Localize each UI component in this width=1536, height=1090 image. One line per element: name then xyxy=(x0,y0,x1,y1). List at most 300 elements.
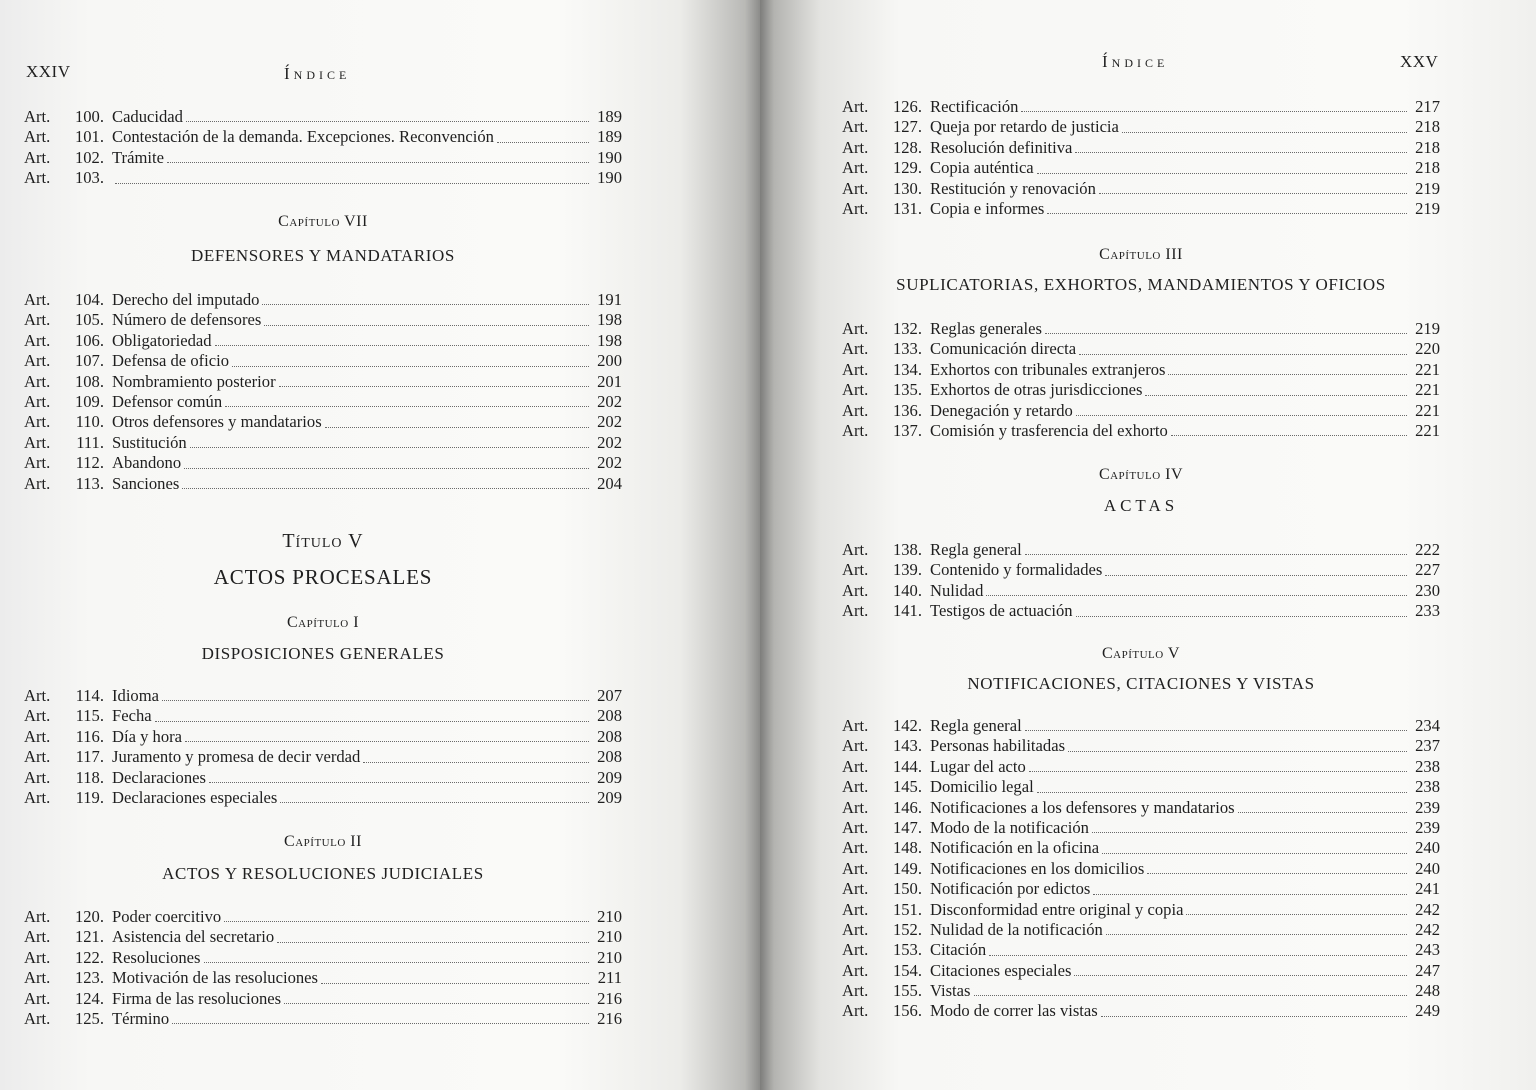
page-number: 209 xyxy=(597,767,622,787)
dot-leader xyxy=(162,700,589,701)
toc-entry xyxy=(24,968,622,988)
chapter-label: Capítulo II xyxy=(284,833,362,850)
chapter-label: Capítulo V xyxy=(1102,645,1180,662)
article-number: 151. xyxy=(892,899,922,919)
article-abbrev: Art. xyxy=(24,351,51,371)
article-abbrev: Art. xyxy=(24,412,51,432)
article-abbrev: Art. xyxy=(842,736,869,756)
page-number: 237 xyxy=(1415,736,1440,756)
article-abbrev: Art. xyxy=(24,1008,51,1028)
page-number: 217 xyxy=(1415,96,1440,116)
article-number: 153. xyxy=(892,940,922,960)
page-number: 239 xyxy=(1415,797,1440,817)
chapter-title: NOTIFICACIONES, CITACIONES Y VISTAS xyxy=(967,674,1315,693)
article-number: 141. xyxy=(892,601,922,621)
toc-entry xyxy=(842,339,1440,359)
dot-leader xyxy=(115,183,589,184)
article-abbrev: Art. xyxy=(842,777,869,797)
left-running-title: Índice xyxy=(284,64,351,83)
page-number: 241 xyxy=(1415,879,1440,899)
article-number: 134. xyxy=(892,359,922,379)
dot-leader xyxy=(1171,435,1407,436)
dot-leader xyxy=(190,447,589,448)
article-number: 126. xyxy=(892,96,922,116)
article-abbrev: Art. xyxy=(24,310,51,330)
article-title: Exhortos con tribunales extranjeros xyxy=(930,359,1166,379)
article-title: Modo de correr las vistas xyxy=(930,1001,1098,1021)
article-title: Idioma xyxy=(112,685,160,705)
article-title: Regla general xyxy=(930,715,1022,735)
dot-leader xyxy=(172,1023,589,1024)
article-title: Comisión y trasferencia del exhorto xyxy=(930,420,1168,440)
toc-entry xyxy=(842,798,1440,818)
toc-entry xyxy=(24,310,622,330)
article-number: 152. xyxy=(892,919,922,939)
dot-leader xyxy=(1105,575,1407,576)
toc-entry xyxy=(24,1009,622,1029)
article-number: 142. xyxy=(892,715,922,735)
article-number: 127. xyxy=(892,117,922,137)
toc-entry xyxy=(24,706,622,726)
dot-leader xyxy=(232,366,589,367)
toc-entry xyxy=(842,158,1440,178)
article-title: Derecho del imputado xyxy=(112,289,260,309)
page-number: 208 xyxy=(597,726,622,746)
toc-entry xyxy=(842,199,1440,219)
article-title: Testigos de actuación xyxy=(930,601,1073,621)
article-abbrev: Art. xyxy=(842,858,869,878)
toc-entry xyxy=(842,920,1440,940)
page-number: 239 xyxy=(1415,817,1440,837)
toc-entry xyxy=(24,727,622,747)
article-abbrev: Art. xyxy=(24,685,51,705)
page-number: 218 xyxy=(1415,158,1440,178)
toc-entry xyxy=(842,179,1440,199)
article-abbrev: Art. xyxy=(24,289,51,309)
article-title: Vistas xyxy=(930,981,971,1001)
page-number: 240 xyxy=(1415,838,1440,858)
page-number: 190 xyxy=(597,168,622,188)
dot-leader xyxy=(1093,894,1407,895)
article-title: Sanciones xyxy=(112,473,180,493)
toc-entry xyxy=(842,421,1440,441)
toc-entry xyxy=(842,560,1440,580)
dot-leader xyxy=(1068,751,1407,752)
article-title: Trámite xyxy=(112,147,164,167)
page-number: 243 xyxy=(1415,940,1440,960)
article-number: 139. xyxy=(892,560,922,580)
page-number: 221 xyxy=(1415,359,1440,379)
dot-leader xyxy=(1045,333,1407,334)
dot-leader xyxy=(321,983,589,984)
article-abbrev: Art. xyxy=(842,137,869,157)
page-number: 238 xyxy=(1415,756,1440,776)
toc-entry xyxy=(24,168,622,188)
toc-entry xyxy=(842,1001,1440,1021)
article-abbrev: Art. xyxy=(842,560,869,580)
dot-leader xyxy=(215,345,589,346)
article-title: Copia e informes xyxy=(930,198,1045,218)
chapter-title: DISPOSICIONES GENERALES xyxy=(201,644,445,663)
article-abbrev: Art. xyxy=(842,178,869,198)
dot-leader xyxy=(1076,415,1407,416)
article-title: Resoluciones xyxy=(112,947,201,967)
dot-leader xyxy=(185,741,589,742)
toc-entry xyxy=(24,107,622,127)
article-abbrev: Art. xyxy=(842,359,869,379)
article-abbrev: Art. xyxy=(842,1001,869,1021)
article-title: Regla general xyxy=(930,539,1022,559)
toc-entry xyxy=(842,961,1440,981)
dot-leader xyxy=(1074,975,1407,976)
page-number: 189 xyxy=(597,106,622,126)
article-abbrev: Art. xyxy=(24,147,51,167)
toc-entry xyxy=(24,927,622,947)
article-number: 145. xyxy=(892,777,922,797)
article-abbrev: Art. xyxy=(24,787,51,807)
dot-leader xyxy=(1186,914,1407,915)
right-page xyxy=(760,0,1536,1090)
article-number: 122. xyxy=(74,947,104,967)
dot-leader xyxy=(225,406,589,407)
article-number: 108. xyxy=(74,371,104,391)
article-title: Resolución definitiva xyxy=(930,137,1073,157)
article-abbrev: Art. xyxy=(842,797,869,817)
toc-entry xyxy=(24,907,622,927)
page-number: 219 xyxy=(1415,318,1440,338)
article-abbrev: Art. xyxy=(24,432,51,452)
page-number: 189 xyxy=(597,127,622,147)
article-title: Obligatoriedad xyxy=(112,330,212,350)
page-number: 248 xyxy=(1415,981,1440,1001)
page-number: 190 xyxy=(597,147,622,167)
article-number: 113. xyxy=(75,473,104,493)
dot-leader xyxy=(204,962,590,963)
article-title: Defensa de oficio xyxy=(112,351,230,371)
article-abbrev: Art. xyxy=(842,198,869,218)
dot-leader xyxy=(1047,213,1407,214)
toc-entry xyxy=(24,747,622,767)
article-title: Defensor común xyxy=(112,391,223,411)
page-number: 211 xyxy=(597,968,622,988)
dot-leader xyxy=(209,782,589,783)
toc-entry xyxy=(24,474,622,494)
toc-entry xyxy=(842,818,1440,838)
article-abbrev: Art. xyxy=(842,96,869,116)
toc-entry xyxy=(24,948,622,968)
article-title: Reglas generales xyxy=(930,318,1042,338)
left-page xyxy=(0,0,760,1090)
toc-entry xyxy=(24,372,622,392)
page-number: 247 xyxy=(1415,960,1440,980)
article-abbrev: Art. xyxy=(24,726,51,746)
article-number: 128. xyxy=(892,137,922,157)
dot-leader xyxy=(1092,832,1407,833)
toc-entry xyxy=(24,788,622,808)
article-abbrev: Art. xyxy=(24,747,51,767)
article-abbrev: Art. xyxy=(842,899,869,919)
toc-entry xyxy=(24,127,622,147)
article-title: Queja por retardo de justicia xyxy=(930,117,1119,137)
page-number: 210 xyxy=(597,927,622,947)
toc-entry xyxy=(24,433,622,453)
article-abbrev: Art. xyxy=(842,981,869,1001)
article-abbrev: Art. xyxy=(24,371,51,391)
page-number: 209 xyxy=(597,787,622,807)
page-number: 202 xyxy=(597,391,622,411)
article-number: 147. xyxy=(892,817,922,837)
article-number: 131. xyxy=(892,198,922,218)
page-number: 201 xyxy=(597,371,622,391)
article-abbrev: Art. xyxy=(24,947,51,967)
dot-leader xyxy=(1238,812,1407,813)
page-number: 222 xyxy=(1415,539,1440,559)
article-title: Personas habilitadas xyxy=(930,736,1066,756)
article-number: 140. xyxy=(892,580,922,600)
article-number: 146. xyxy=(892,797,922,817)
article-title: Notificaciones a los defensores y mandatarios xyxy=(930,797,1235,817)
article-title: Declaraciones especiales xyxy=(112,787,278,807)
page-number: 249 xyxy=(1415,1001,1440,1021)
dot-leader xyxy=(1075,152,1407,153)
article-number: 156. xyxy=(892,1001,922,1021)
article-abbrev: Art. xyxy=(842,339,869,359)
page-number: 218 xyxy=(1415,137,1440,157)
toc-entry xyxy=(842,716,1440,736)
dot-leader xyxy=(363,762,589,763)
article-title: Comunicación directa xyxy=(930,339,1077,359)
toc-entry xyxy=(24,768,622,788)
toc-entry xyxy=(842,940,1440,960)
left-folio: XXIV xyxy=(26,62,71,81)
dot-leader xyxy=(1102,853,1407,854)
article-number: 138. xyxy=(892,539,922,559)
right-folio: XXV xyxy=(1400,52,1439,71)
toc-entry xyxy=(24,989,622,1009)
toc-entry xyxy=(24,148,622,168)
toc-entry xyxy=(842,859,1440,879)
article-number: 102. xyxy=(74,147,104,167)
toc-group xyxy=(24,686,622,808)
article-title: Lugar del acto xyxy=(930,756,1026,776)
toc-group xyxy=(24,107,622,189)
dot-leader xyxy=(1147,873,1407,874)
toc-entry xyxy=(842,581,1440,601)
toc-entry xyxy=(24,351,622,371)
page-number: 207 xyxy=(597,685,622,705)
page-number: 221 xyxy=(1415,400,1440,420)
dot-leader xyxy=(155,721,589,722)
article-title: Denegación y retardo xyxy=(930,400,1073,420)
article-title: Domicilio legal xyxy=(930,777,1034,797)
toc-entry xyxy=(842,757,1440,777)
article-abbrev: Art. xyxy=(842,117,869,137)
page-number: 219 xyxy=(1415,178,1440,198)
toc-group xyxy=(842,540,1440,622)
article-number: 103. xyxy=(74,168,104,188)
article-number: 143. xyxy=(892,736,922,756)
article-abbrev: Art. xyxy=(842,318,869,338)
article-abbrev: Art. xyxy=(24,767,51,787)
article-abbrev: Art. xyxy=(842,817,869,837)
article-number: 109. xyxy=(74,391,104,411)
article-title: Asistencia del secretario xyxy=(112,927,275,947)
dot-leader xyxy=(1099,193,1407,194)
article-abbrev: Art. xyxy=(842,879,869,899)
article-title: Firma de las resoluciones xyxy=(112,988,282,1008)
article-number: 144. xyxy=(892,756,922,776)
page-number: 208 xyxy=(597,706,622,726)
toc-group xyxy=(842,716,1440,1022)
article-abbrev: Art. xyxy=(842,580,869,600)
page-number: 242 xyxy=(1415,899,1440,919)
toc-entry xyxy=(842,97,1440,117)
dot-leader xyxy=(1079,354,1407,355)
article-number: 111. xyxy=(76,432,104,452)
article-title: Declaraciones xyxy=(112,767,206,787)
article-title: Notificación por edictos xyxy=(930,879,1091,899)
article-number: 110. xyxy=(75,412,104,432)
toc-group xyxy=(24,290,622,494)
article-title: Día y hora xyxy=(112,726,183,746)
page-number: 233 xyxy=(1415,601,1440,621)
article-number: 115. xyxy=(75,706,104,726)
article-number: 150. xyxy=(892,879,922,899)
page-number: 191 xyxy=(597,289,622,309)
article-abbrev: Art. xyxy=(24,968,51,988)
article-title: Notificación en la oficina xyxy=(930,838,1100,858)
article-title: Exhortos de otras jurisdicciones xyxy=(930,380,1143,400)
dot-leader xyxy=(184,468,589,469)
dot-leader xyxy=(989,955,1407,956)
article-number: 105. xyxy=(74,310,104,330)
page-number: 204 xyxy=(597,473,622,493)
dot-leader xyxy=(1101,1016,1407,1017)
article-title: Citación xyxy=(930,940,987,960)
page-number: 198 xyxy=(597,330,622,350)
dot-leader xyxy=(167,162,589,163)
article-title: Abandono xyxy=(112,453,182,473)
article-number: 125. xyxy=(74,1008,104,1028)
article-number: 119. xyxy=(75,787,104,807)
article-abbrev: Art. xyxy=(842,838,869,858)
article-title: Nulidad de la notificación xyxy=(930,919,1103,939)
chapter-label: Capítulo IV xyxy=(1098,466,1184,483)
article-abbrev: Art. xyxy=(842,158,869,178)
article-abbrev: Art. xyxy=(24,988,51,1008)
article-title: Contenido y formalidades xyxy=(930,560,1103,580)
article-number: 101. xyxy=(74,127,104,147)
article-number: 100. xyxy=(74,106,104,126)
article-title: Restitución y renovación xyxy=(930,178,1096,198)
dot-leader xyxy=(279,386,589,387)
article-number: 132. xyxy=(892,318,922,338)
dot-leader xyxy=(1076,616,1407,617)
article-title: Contestación de la demanda. Excepciones. Reconvención xyxy=(112,127,494,147)
toc-group xyxy=(842,97,1440,219)
article-title: Nulidad xyxy=(930,580,984,600)
article-abbrev: Art. xyxy=(24,106,51,126)
article-number: 124. xyxy=(74,988,104,1008)
dot-leader xyxy=(262,304,589,305)
article-number: 137. xyxy=(892,420,922,440)
toc-entry xyxy=(24,331,622,351)
toc-entry xyxy=(24,392,622,412)
toc-entry xyxy=(24,686,622,706)
article-abbrev: Art. xyxy=(842,539,869,559)
toc-entry xyxy=(842,777,1440,797)
article-number: 106. xyxy=(74,330,104,350)
dot-leader xyxy=(1021,111,1407,112)
article-abbrev: Art. xyxy=(24,453,51,473)
chapter-label: Capítulo VII xyxy=(278,213,368,230)
article-abbrev: Art. xyxy=(24,127,51,147)
toc-entry xyxy=(842,401,1440,421)
article-number: 129. xyxy=(892,158,922,178)
page-number: 238 xyxy=(1415,777,1440,797)
dot-leader xyxy=(280,802,589,803)
article-abbrev: Art. xyxy=(842,919,869,939)
toc-entry xyxy=(842,138,1440,158)
dot-leader xyxy=(1106,934,1407,935)
toc-group xyxy=(24,907,622,1029)
page-number: 220 xyxy=(1415,339,1440,359)
article-number: 148. xyxy=(892,838,922,858)
article-abbrev: Art. xyxy=(842,400,869,420)
page-number: 208 xyxy=(597,747,622,767)
dot-leader xyxy=(1122,132,1407,133)
page-number: 202 xyxy=(597,453,622,473)
article-number: 155. xyxy=(892,981,922,1001)
chapter-title: SUPLICATORIAS, EXHORTOS, MANDAMIENTOS Y OFICIOS xyxy=(896,275,1386,294)
article-abbrev: Art. xyxy=(842,960,869,980)
article-title: Número de defensores xyxy=(112,310,262,330)
page-number: 230 xyxy=(1415,580,1440,600)
dot-leader xyxy=(1029,771,1407,772)
toc-entry xyxy=(842,117,1440,137)
article-number: 135. xyxy=(892,380,922,400)
page-number: 202 xyxy=(597,412,622,432)
article-abbrev: Art. xyxy=(24,473,51,493)
article-title: Juramento y promesa de decir verdad xyxy=(112,747,361,767)
toc-entry xyxy=(842,380,1440,400)
dot-leader xyxy=(974,995,1408,996)
page-number: 219 xyxy=(1415,198,1440,218)
toc-entry xyxy=(842,540,1440,560)
article-number: 107. xyxy=(74,351,104,371)
toc-entry xyxy=(24,453,622,473)
dot-leader xyxy=(264,325,589,326)
dot-leader xyxy=(1145,395,1407,396)
part-label: Título V xyxy=(282,530,364,552)
page-number: 210 xyxy=(597,906,622,926)
article-title: Copia auténtica xyxy=(930,158,1034,178)
dot-leader xyxy=(277,942,589,943)
page-number: 202 xyxy=(597,432,622,452)
toc-entry xyxy=(842,900,1440,920)
article-number: 133. xyxy=(892,339,922,359)
toc-entry xyxy=(842,319,1440,339)
dot-leader xyxy=(497,142,589,143)
page-number: 218 xyxy=(1415,117,1440,137)
page-number: 221 xyxy=(1415,420,1440,440)
toc-entry xyxy=(842,879,1440,899)
article-abbrev: Art. xyxy=(24,391,51,411)
article-number: 116. xyxy=(75,726,104,746)
article-abbrev: Art. xyxy=(842,715,869,735)
article-title: Disconformidad entre original y copia xyxy=(930,899,1184,919)
chapter-label: Capítulo III xyxy=(1099,246,1183,263)
